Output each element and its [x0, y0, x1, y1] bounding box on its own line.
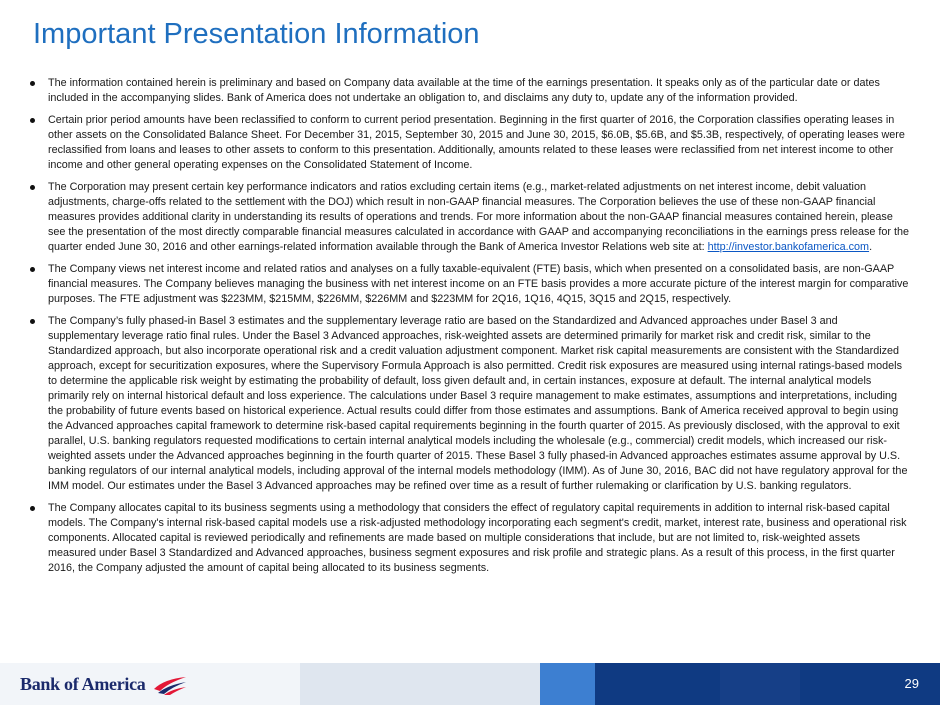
bullet-dot-icon [30, 319, 35, 324]
bullet-dot-icon [30, 506, 35, 511]
bullet-dot-icon [30, 185, 35, 190]
footer-segment-navy-accent [720, 663, 800, 705]
bullet-text: The Corporation may present certain key performance indicators and ratios excluding certain items (e.g., market-related adjustments on net interest income, debit valuation adjustments, charge-offs related to the settlement with the DOJ) which result in non-GAAP financial measures. The Corporation believes the use of these non-GAAP financial measures provides additional clarity in understanding its results of operations and trends. For more information about the non-GAAP financial measures contained herein, please see the presentation of the most directly comparable financial measures calculated in accordance with GAAP and accompanying reconciliations in the earnings press release for the quarter ended June 30, 2016 and other earnings-related information available through the Bank of America Investor Relations web site at: [48, 181, 910, 253]
page-number: 29 [904, 676, 919, 691]
bullet-text: The Company’s fully phased-in Basel 3 estimates and the supplementary leverage ratio are based on the Standardized and Advanced approaches under Basel 3 and supplementary leverage ratio final rules. Under the Basel 3 Advanced approaches, risk-weighted assets are determined primarily for market risk and credit risk, similar to the Standardized approach, but also incorporate operational risk and a credit valuation adjustment component. Market risk capital measurements are consistent with the Standardized approach, except for securitization exposures, where the Supervisory Formula Approach is also permitted. Credit risk exposures are measured using internal ratings-based models to determine the applicable risk weight by estimating the probability of default, loss given default and, in certain instances, exposure at default. The internal analytical models primarily rely on internal historical default and loss experience. The calculations under Basel 3 require management to make estimates, assumptions and interpretations, including the probability of future events based on historical experience. Actual results could differ from those estimates and assumptions. Bank of America received approval to begin using the Advanced approaches capital framework to determine risk-based capital requirements beginning in the fourth quarter of 2015. As previously disclosed, with the approval to exit parallel, U.S. banking regulators requested modifications to certain internal analytical models including the wholesale (e.g., commercial) credit models, which increased our risk-weighted assets under the Advanced approaches beginning in the fourth quarter of 2015. These Basel 3 fully phased-in Advanced approaches estimates assume approval by U.S. banking regulators of our internal analytical models, including approval of the internal models methodology (IMM). As of June 30, 2016, BAC did not have regulatory approval for the IMM model. Our estimates under the Basel 3 Advanced approaches may be refined over time as a result of further rulemaking or clarification by U.S. banking regulators. [48, 315, 908, 492]
bullet-dot-icon [30, 118, 35, 123]
bullet-text: The information contained herein is preliminary and based on Company data available at the time of the earnings presentation. It speaks only as of the particular date or dates included in the accompanying slides. Bank of America does not undertake an obligation to, and disclaims any duty to, update any of the information provided. [48, 77, 880, 104]
bullet-text: The Company allocates capital to its business segments using a methodology that considers the effect of regulatory capital requirements in addition to internal risk-based capital models. The Company's internal risk-based capital models use a risk-adjusted methodology incorporating each segment's credit, market, interest rate, business and operational risk components. Allocated capital is reviewed periodically and refinements are made based on multiple considerations that include, but are not limited to, risk-weighted assets measured under Basel 3 Standardized and Advanced approaches, business segment exposures and risk profile and strategic plans. As a result of this process, in the first quarter 2016, the Company adjusted the amount of capital being allocated to its business segments. [48, 502, 907, 574]
bullet-text: Certain prior period amounts have been reclassified to conform to current period presentation. Beginning in the first quarter of 2016, the Corporation classifies operating leases in other assets on the Consolidated Balance Sheet. For December 31, 2015, September 30, 2015 and June 30, 2015, $6.0B, $5.6B, and $5.3B, respectively, of operating leases were reclassified from loans and leases to other assets to conform to this presentation. Additionally, amounts related to these leases were reclassified from net interest income to other income and other general operating expenses on the Consolidated Statement of Income. [48, 114, 905, 171]
bullet-item [30, 501, 910, 576]
bullet-text: The Company views net interest income and related ratios and analyses on a fully taxable-equivalent (FTE) basis, which when presented on a consolidated basis, are non-GAAP financial measures. The Company believes managing the business with net interest income on an FTE basis provides a more accurate picture of the interest margin for comparative purposes. The FTE adjustment was $223MM, $215MM, $226MM, $226MM and $223MM for 2Q16, 1Q16, 4Q15, 3Q15 and 2Q15, respectively. [48, 263, 909, 305]
footer-bar [0, 663, 940, 705]
bullet-dot-icon [30, 81, 35, 86]
footer-segment-mid [300, 663, 540, 705]
page-title: Important Presentation Information [33, 18, 480, 50]
bullet-item [30, 76, 910, 106]
bullet-text-suffix: . [869, 241, 873, 253]
bullet-item [30, 180, 910, 255]
bullet-dot-icon [30, 267, 35, 272]
bullet-item [30, 314, 910, 494]
bank-of-america-logo [20, 674, 188, 695]
logo-text: Bank of America [20, 674, 146, 694]
bullet-list [30, 76, 910, 583]
flag-icon [152, 675, 188, 695]
bullet-item [30, 113, 910, 173]
bullet-item [30, 262, 910, 307]
investor-relations-link[interactable]: http://investor.bankofamerica.com [707, 241, 870, 253]
footer-segment-blue [540, 663, 595, 705]
